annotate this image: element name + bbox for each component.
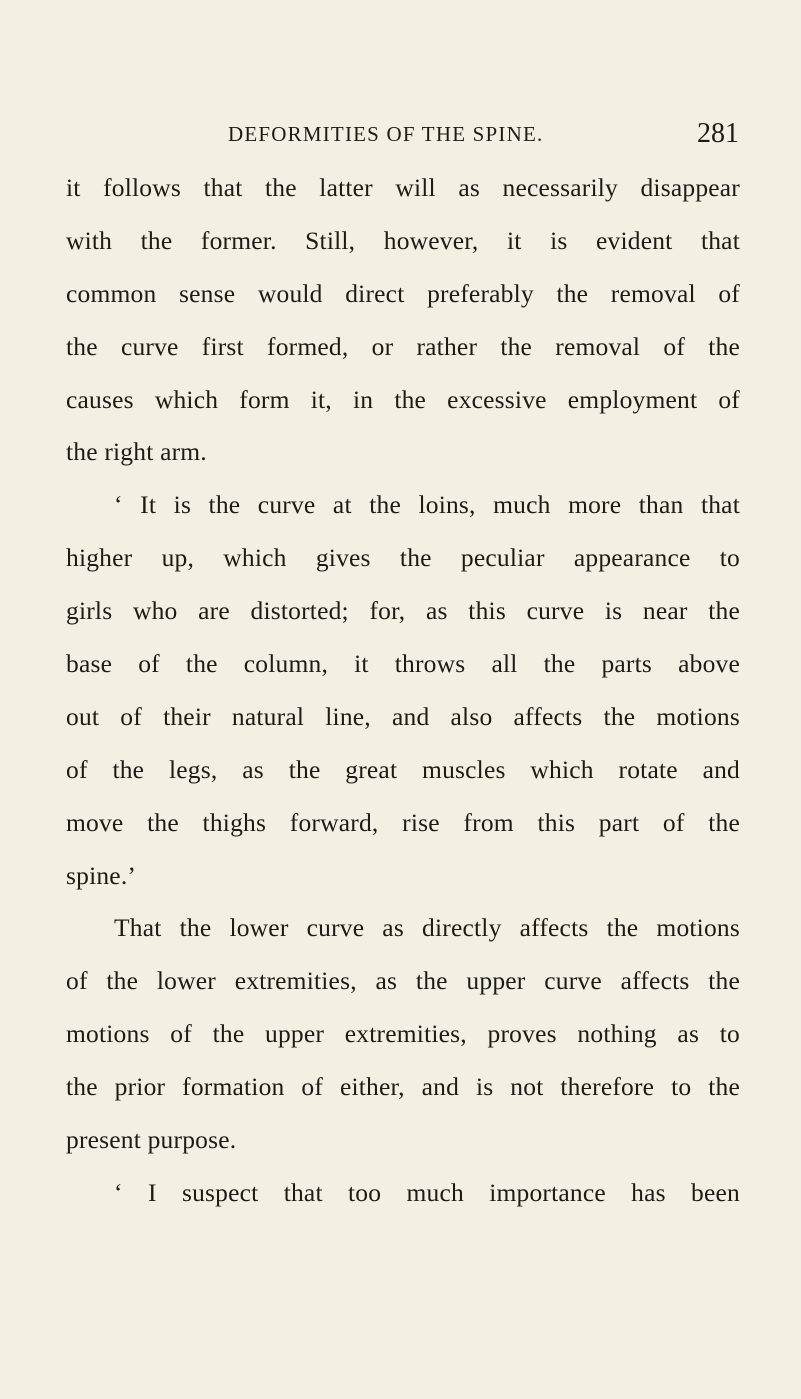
text-line: out of their natural line, and also affects the motions (66, 701, 740, 731)
text-line: the right arm. (66, 437, 207, 467)
text-line: ‘ I suspect that too much importance has been (114, 1177, 740, 1207)
text-line: the prior formation of either, and is not therefore to the (66, 1072, 740, 1102)
text-line: present purpose. (66, 1125, 237, 1155)
page-header (0, 118, 801, 158)
text-line: higher up, which gives the peculiar appearance to (66, 543, 740, 573)
text-line: of the lower extremities, as the upper curve affects the (66, 966, 740, 996)
text-line: girls who are distorted; for, as this curve is near the (66, 596, 740, 626)
text-line: causes which form it, in the excessive employment of (66, 384, 740, 414)
text-line: move the thighs forward, rise from this part of the (66, 807, 740, 837)
text-line: the curve first formed, or rather the removal of the (66, 331, 740, 361)
text-line: That the lower curve as directly affects the motions (114, 913, 740, 943)
text-line: spine.’ (66, 860, 137, 890)
text-line: of the legs, as the great muscles which rotate and (66, 754, 740, 784)
body-text (66, 162, 740, 1220)
text-line: base of the column, it throws all the parts above (66, 649, 740, 679)
text-line: motions of the upper extremities, proves nothing as to (66, 1019, 740, 1049)
text-line: with the former. Still, however, it is evident that (66, 225, 740, 255)
text-line: common sense would direct preferably the removal of (66, 278, 740, 308)
text-line: ‘ It is the curve at the loins, much more than that (114, 490, 740, 520)
running-head: DEFORMITIES OF THE SPINE. (228, 122, 544, 146)
text-line: it follows that the latter will as necessarily disappear (66, 173, 740, 202)
page-number: 281 (697, 118, 739, 149)
